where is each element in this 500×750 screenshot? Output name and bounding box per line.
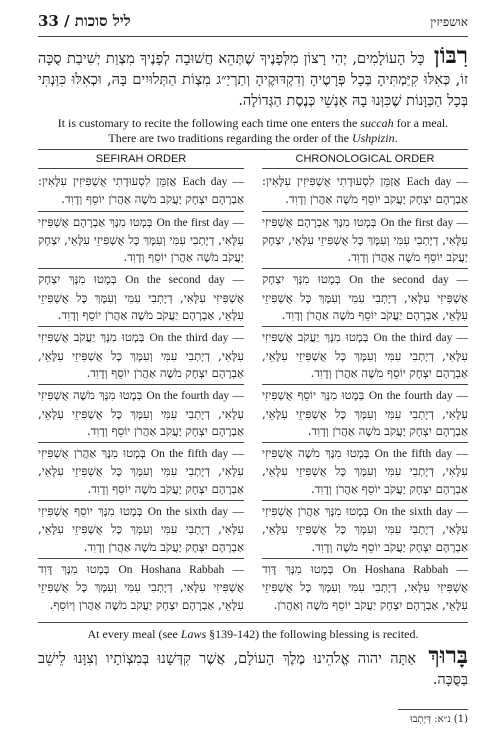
prayer-page xyxy=(38,12,468,726)
section-title: אושפיזין xyxy=(430,15,468,29)
day-entry xyxy=(262,443,468,501)
day-text: בְּמָטוּ מִנָּךְ יִצְחָק אֻשְׁפִּיזִי עִלָּאִי, דְיָתְבִי עִמִּי וְעִמָּךְ כָּל אֻשְׁפִּיזֵי עִלָּאֵי, אַבְרָהָם יַעֲקֹב יוֹסֵף מֹשֶׁה אַהֲרֹן וְדָוִד. xyxy=(262,272,468,323)
day-entry xyxy=(38,443,244,501)
blessing-opening-word: בָּרוּךְ xyxy=(428,641,468,669)
sefirah-order-column xyxy=(38,152,244,616)
day-label: On the fourth day — xyxy=(146,390,244,403)
day-entry xyxy=(262,212,468,270)
day-text: בְּמָטוּ מִנָּךְ אַהֲרֹן אֻשְׁפִּיזִי עִלָּאִי, דְיָתְבִי עִמִּי וְעִמָּךְ כָּל אֻשְׁפִּיזֵי עִלָּאֵי, אַבְרָהָם יִצְחָק יַעֲקֹב יוֹסֵף מֹשֶׁה וְדָוִד. xyxy=(262,504,468,554)
intro-prayer xyxy=(38,42,469,112)
day-entry xyxy=(38,327,244,385)
running-header xyxy=(38,12,468,34)
day-label: Each day — xyxy=(182,176,245,188)
day-text: בְּמָטוּ מִנָּךְ יוֹסֵף אֻשְׁפִּיזִי עִלָּאִי, דְיָתְבִי עִמִּי וְעִמָּךְ כָּל אֻשְׁפִּיזֵי עִלָּאֵי, אַבְרָהָם יִצְחָק יַעֲקֹב מֹשֶׁה אַהֲרֹן וְדָוִד. xyxy=(38,504,244,554)
day-entry xyxy=(38,385,244,443)
day-entry xyxy=(262,559,468,616)
day-text: אֲזַמֵּן לִסְעוּדָתִי אֻשְׁפִּיזִין עִלָּאִין: אַבְרָהָם יִצְחָק יַעֲקֹב מֹשֶׁה אַהֲרֹן יוֹסֵף וְדָוִד. xyxy=(38,174,244,207)
day-entry xyxy=(38,212,244,270)
day-text: בְּמָטוּ מִנָּךְ מֹשֶׁה אֻשְׁפִּיזִי עִלָּאִי, דְיָתְבִי עִמִּי וְעִמָּךְ כָּל אֻשְׁפִּיזֵי עִלָּאֵי, אַבְרָהָם יִצְחָק יַעֲקֹב יוֹסֵף אַהֲרֹן וְדָוִד. xyxy=(262,446,468,496)
day-text: בְּמָטוּ מִנָּךְ דָּוִד אֻשְׁפִּיזִי עִלָּאִי, דְיָתְבִי עִמִּי וְעִמָּךְ כָּל אֻשְׁפִּיזֵי עִלָּאֵי, אַבְרָהָם יִצְחָק יַעֲקֹב מֹשֶׁה אַהֲרֹן וְיוֹסֵף. xyxy=(38,561,244,612)
day-label: On the first day — xyxy=(156,216,245,229)
day-label: On the third day — xyxy=(373,332,468,345)
day-entry xyxy=(38,559,244,616)
footnote-divider xyxy=(398,709,468,710)
day-text: בְּמָטוּ מִנָּךְ אַבְרָהָם אֻשְׁפִּיזִי עִלָּאִי, דְיָתְבִי עִמִּי וְעִמָּךְ כָּל אֻשְׁפִּיזֵי עִלָּאֵי, יִצְחָק יַעֲקֹב מֹשֶׁה אַהֲרֹן יוֹסֵף וְדָוִד. xyxy=(38,214,244,265)
day-label: Each day — xyxy=(406,176,469,188)
day-label: On Hoshana Rabbah — xyxy=(118,563,244,576)
column-title: SEFIRAH ORDER xyxy=(38,152,244,169)
ushpizin-columns xyxy=(38,149,468,616)
custom-note-line-2: There are two traditions regarding the order of the Ushpizin. xyxy=(108,130,398,145)
chronological-order-column xyxy=(262,152,468,616)
custom-note xyxy=(38,116,468,145)
custom-note-line-1: It is customary to recite the following each time one enters the succah for a meal. xyxy=(57,116,449,130)
day-text: בְּמָטוּ מִנָּךְ דָּוִד אֻשְׁפִּיזִי עִלָּאִי, דְיָתְבִי עִמִּי וְעִמָּךְ כָּל אֻשְׁפִּיזֵי עִלָּאֵי, אַבְרָהָם יִצְחָק יַעֲקֹב יוֹסֵף מֹשֶׁה וְאַהֲרֹן. xyxy=(262,561,468,612)
blessing-text xyxy=(38,641,468,691)
blessing-note: At every meal (see Laws §139-142) the following blessing is recited. xyxy=(38,622,468,641)
intro-opening-word: רִבּוֹן xyxy=(433,42,469,69)
day-entry xyxy=(262,269,468,327)
day-text: בְּמָטוּ מִנָּךְ יִצְחָק אֻשְׁפִּיזִי עִלָּאִי, דְיָתְבִי עִמִּי וְעִמָּךְ כָּל אֻשְׁפִּיזֵי עִלָּאֵי, אַבְרָהָם יַעֲקֹב מֹשֶׁה אַהֲרֹן יוֹסֵף וְדָוִד. xyxy=(38,272,244,323)
day-label: On the fourth day — xyxy=(368,390,468,403)
day-text: בְּמָטוּ מִנָּךְ מֹשֶׁה אֻשְׁפִּיזִי עִלָּאִי, דְיָתְבִי עִמִּי וְעִמָּךְ כָּל אֻשְׁפִּיזֵי עִלָּאֵי, אַבְרָהָם יִצְחָק יַעֲקֹב אַהֲרֹן יוֹסֵף וְדָוִד. xyxy=(38,388,244,438)
day-entry xyxy=(262,385,468,443)
blessing-body: אַתָּה יהוה אֱלֹהֵינוּ מֶלֶךְ הָעוֹלָם, אֲשֶׁר קִדְּשָׁנוּ בְּמִצְוֹתָיו וְצִוָּנוּ לֵישֵׁב בַּסֻּכָּה. xyxy=(38,650,468,688)
day-label: On the fifth day — xyxy=(374,448,469,461)
page-title: ליל סוכות / 33 xyxy=(38,12,131,30)
day-entry xyxy=(262,501,468,559)
day-entry xyxy=(38,171,244,212)
day-label: On the sixth day — xyxy=(373,506,469,519)
intro-text: כָּל הָעוֹלָמִים, יְהִי רָצוֹן מִלְּפָנֶיךָ שֶׁתְּהֵא חֲשׁוּבָה לְפָנֶיךָ מִצְוַת יְשִׁיבַת סֻכָּה זוֹ, כְּאִלּוּ קִיַּמְתִּיהָ בְּכָל פְּרָטֶיהָ וְדִקְדּוּקֶיהָ וְתַרְיַ״ג מִצְוֹת הַתְּלוּיִים בָּהּ, וּכְאִלּוּ כִּוַּנְתִּי בְּכָל הַכַּוָּנוֹת שֶׁכִּוְּנוּ בָהּ אַנְשֵׁי כְּנֶסֶת הַגְּדוֹלָה. xyxy=(38,51,468,109)
day-label: On the second day — xyxy=(125,274,244,287)
day-label: On the second day — xyxy=(349,274,468,287)
day-label: On Hoshana Rabbah — xyxy=(342,563,468,576)
day-label: On the first day — xyxy=(380,216,469,229)
header-divider xyxy=(38,36,468,37)
day-text: בְּמָטוּ מִנָּךְ יַעֲקֹב אֻשְׁפִּיזִי עִלָּאִי, דְיָתְבִי עִמִּי וְעִמָּךְ כָּל אֻשְׁפִּיזֵי עִלָּאֵי, אַבְרָהָם יִצְחָק יוֹסֵף מֹשֶׁה אַהֲרֹן וְדָוִד. xyxy=(262,330,468,380)
day-label: On the third day — xyxy=(149,332,244,345)
day-text: בְּמָטוּ מִנָּךְ אַהֲרֹן אֻשְׁפִּיזִי עִלָּאִי, דְיָתְבִי עִמִּי וְעִמָּךְ כָּל אֻשְׁפִּיזֵי עִלָּאֵי, אַבְרָהָם יִצְחָק יַעֲקֹב מֹשֶׁה יוֹסֵף וְדָוִד. xyxy=(38,446,244,496)
day-text: אֲזַמֵּן לִסְעוּדָתִי אֻשְׁפִּיזִין עִלָּאִין: אַבְרָהָם יִצְחָק יַעֲקֹב יוֹסֵף מֹשֶׁה אַהֲרֹן וְדָוִד. xyxy=(262,174,468,207)
day-label: On the fifth day — xyxy=(150,448,245,461)
column-title: CHRONOLOGICAL ORDER xyxy=(262,152,468,169)
day-text: בְּמָטוּ מִנָּךְ יוֹסֵף אֻשְׁפִּיזִי עִלָּאִי, דְיָתְבִי עִמִּי וְעִמָּךְ כָּל אֻשְׁפִּיזֵי עִלָּאֵי, אַבְרָהָם יִצְחָק יַעֲקֹב מֹשֶׁה אַהֲרֹן וְדָוִד. xyxy=(262,388,468,438)
day-text: בְּמָטוּ מִנָּךְ יַעֲקֹב אֻשְׁפִּיזִי עִלָּאִי, דְיָתְבִי עִמִּי וְעִמָּךְ כָּל אֻשְׁפִּיזֵי עִלָּאֵי, אַבְרָהָם יִצְחָק מֹשֶׁה אַהֲרֹן יוֹסֵף וְדָוִד. xyxy=(38,330,244,380)
day-entry xyxy=(38,269,244,327)
day-text: בְּמָטוּ מִנָּךְ אַבְרָהָם אֻשְׁפִּיזִי עִלָּאִי, דְיָתְבִי עִמִּי וְעִמָּךְ כָּל אֻשְׁפִּיזֵי עִלָּאֵי, יִצְחָק יַעֲקֹב יוֹסֵף מֹשֶׁה אַהֲרֹן וְדָוִד. xyxy=(262,214,468,265)
day-entry xyxy=(262,327,468,385)
day-entry xyxy=(262,171,468,212)
day-label: On the sixth day — xyxy=(147,506,244,519)
day-entry xyxy=(38,501,244,559)
footnote: (1) נ״א: דְּיָתְבוּ xyxy=(410,713,468,725)
